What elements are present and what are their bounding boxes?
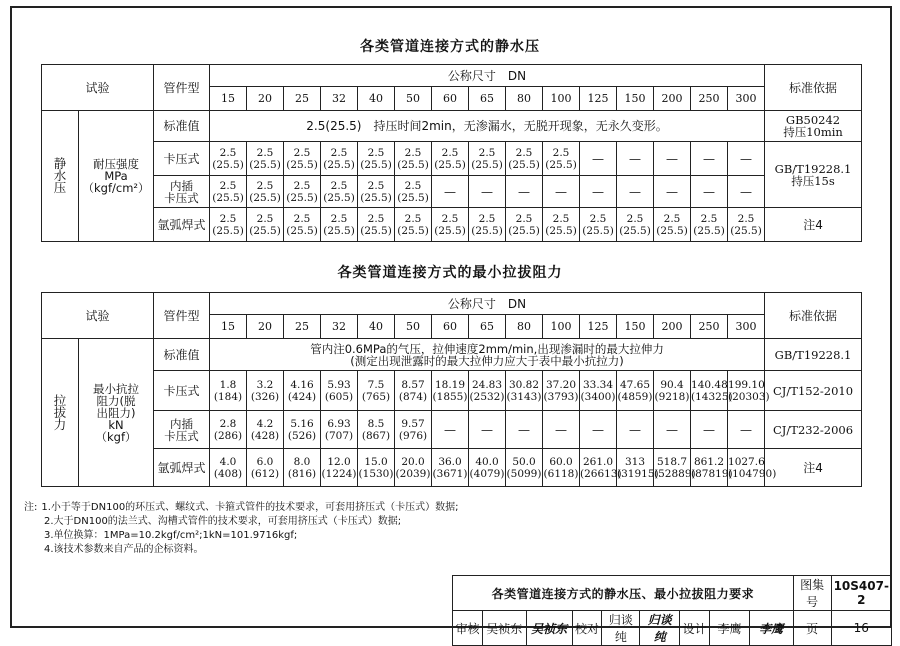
value-cell: 2.5 (25.5)	[432, 208, 469, 242]
size-cell: 60	[432, 87, 469, 111]
standard-reference: CJ/T152-2010	[765, 371, 862, 411]
standard-reference: GB/T19228.1 持压15s	[765, 142, 862, 208]
review-label: 审核	[453, 611, 483, 646]
atlas-number: 10S407-2	[831, 576, 891, 611]
static-pressure-table	[41, 64, 862, 242]
size-cell: 50	[395, 87, 432, 111]
value-cell: 2.5 (25.5)	[247, 142, 284, 176]
size-cell: 125	[580, 315, 617, 339]
size-cell: 25	[284, 87, 321, 111]
size-cell: 65	[469, 87, 506, 111]
size-cell: 250	[691, 87, 728, 111]
note-text: 4.该技术参数来自产品的企标资料。	[44, 544, 204, 555]
value-cell: —	[617, 176, 654, 208]
value-cell: 2.5 (25.5)	[617, 208, 654, 242]
argon-weld-label: 氩弧焊式	[154, 208, 210, 242]
size-cell: 300	[728, 315, 765, 339]
page-number: 16	[831, 611, 891, 646]
value-cell: 261.0 (26613)	[580, 449, 617, 487]
note-line	[24, 501, 463, 515]
value-cell: 40.0 (4079)	[469, 449, 506, 487]
standard-header: 标准依据	[765, 293, 862, 339]
value-cell: 2.5 (25.5)	[691, 208, 728, 242]
value-cell: 2.5 (25.5)	[210, 142, 247, 176]
value-cell: 12.0 (1224)	[321, 449, 358, 487]
value-cell: 2.5 (25.5)	[395, 208, 432, 242]
inner-crimp-label: 内插 卡压式	[154, 411, 210, 449]
value-cell: 2.5 (25.5)	[284, 176, 321, 208]
standard-reference: 注4	[765, 208, 862, 242]
size-cell: 200	[654, 315, 691, 339]
standard-reference: CJ/T232-2006	[765, 411, 862, 449]
size-cell: 300	[728, 87, 765, 111]
value-cell: 2.5 (25.5)	[728, 208, 765, 242]
size-cell: 200	[654, 87, 691, 111]
size-cell: 100	[543, 315, 580, 339]
size-cell: 40	[358, 315, 395, 339]
designer-name: 李鹰	[710, 611, 750, 646]
size-cell: 80	[506, 87, 543, 111]
size-cell: 60	[432, 315, 469, 339]
reviewer-name: 吴祯东	[482, 611, 526, 646]
value-cell: 2.5 (25.5)	[284, 208, 321, 242]
size-cell: 50	[395, 315, 432, 339]
test-header: 试验	[42, 65, 154, 111]
note-line	[24, 529, 463, 543]
value-cell: 2.5 (25.5)	[247, 176, 284, 208]
value-cell: —	[432, 176, 469, 208]
size-cell: 25	[284, 315, 321, 339]
value-cell: —	[654, 142, 691, 176]
design-label: 设计	[680, 611, 710, 646]
value-cell: 8.0 (816)	[284, 449, 321, 487]
note-text: 3.单位换算：1MPa=10.2kgf/cm²;1kN=101.9716kgf;	[44, 530, 298, 541]
value-cell: 2.5 (25.5)	[358, 208, 395, 242]
notes-prefix: 注:	[24, 502, 38, 513]
test-header: 试验	[42, 293, 154, 339]
size-cell: 20	[247, 315, 284, 339]
standard-value-label: 标准值	[154, 111, 210, 142]
inner-crimp-label: 内插 卡压式	[154, 176, 210, 208]
value-cell: 2.5 (25.5)	[358, 142, 395, 176]
standard-value-text: 2.5(25.5) 持压时间2min，无渗漏水，无脱开现象，无永久变形。	[210, 111, 765, 142]
value-cell: 5.16 (526)	[284, 411, 321, 449]
value-cell: 313 (31915)	[617, 449, 654, 487]
parameter-label: 最小抗拉 阻力(脱 出阻力) kN （kgf）	[79, 339, 154, 487]
size-cell: 150	[617, 315, 654, 339]
value-cell: 7.5 (765)	[358, 371, 395, 411]
fitting-type-header: 管件型	[154, 293, 210, 339]
value-cell: 2.5 (25.5)	[358, 176, 395, 208]
value-cell: —	[432, 411, 469, 449]
value-cell: 47.65 (4859)	[617, 371, 654, 411]
standard-reference: GB50242 持压10min	[765, 111, 862, 142]
pull-resistance-table	[41, 292, 862, 487]
designer-signature: 李鹰	[749, 611, 793, 646]
value-cell: —	[469, 176, 506, 208]
value-cell: 2.5 (25.5)	[321, 142, 358, 176]
standard-header: 标准依据	[765, 65, 862, 111]
value-cell: 4.2 (428)	[247, 411, 284, 449]
value-cell: 5.93 (605)	[321, 371, 358, 411]
value-cell: 24.83 (2532)	[469, 371, 506, 411]
value-cell: 4.16 (424)	[284, 371, 321, 411]
size-cell: 40	[358, 87, 395, 111]
value-cell: —	[617, 411, 654, 449]
size-cell: 250	[691, 315, 728, 339]
size-cell: 15	[210, 315, 247, 339]
parameter-label: 耐压强度 MPa （kgf/cm²）	[79, 111, 154, 242]
value-cell: 8.57 (874)	[395, 371, 432, 411]
value-cell: —	[691, 176, 728, 208]
value-cell: 2.5 (25.5)	[247, 208, 284, 242]
value-cell: 90.4 (9218)	[654, 371, 691, 411]
value-cell: —	[654, 176, 691, 208]
value-cell: 2.5 (25.5)	[395, 142, 432, 176]
standard-value-text: 管内注0.6MPa的气压，拉伸速度2mm/min,出现渗漏时的最大拉伸力 (测定出现泄露时的最大拉伸力应大于表中最小抗拉力)	[210, 339, 765, 371]
value-cell: 6.93 (707)	[321, 411, 358, 449]
value-cell: 37.20 (3793)	[543, 371, 580, 411]
value-cell: 2.5 (25.5)	[321, 208, 358, 242]
value-cell: 2.5 (25.5)	[506, 208, 543, 242]
value-cell: 33.34 (3400)	[580, 371, 617, 411]
value-cell: 2.5 (25.5)	[654, 208, 691, 242]
value-cell: 2.5 (25.5)	[543, 142, 580, 176]
size-cell: 20	[247, 87, 284, 111]
value-cell: 2.5 (25.5)	[432, 142, 469, 176]
size-cell: 15	[210, 87, 247, 111]
value-cell: 861.2 (87819)	[691, 449, 728, 487]
note-line	[24, 515, 463, 529]
value-cell: 15.0 (1530)	[358, 449, 395, 487]
note-text: 1.小于等于DN100的环压式、螺纹式、卡箍式管件的技术要求，可套用挤压式（卡压式）数据;	[41, 502, 459, 513]
value-cell: 1027.6 (104790)	[728, 449, 765, 487]
crimp-label: 卡压式	[154, 142, 210, 176]
value-cell: 2.5 (25.5)	[469, 208, 506, 242]
value-cell: 4.0 (408)	[210, 449, 247, 487]
crimp-label: 卡压式	[154, 371, 210, 411]
value-cell: 60.0 (6118)	[543, 449, 580, 487]
size-cell: 32	[321, 87, 358, 111]
value-cell: 518.7 (52889)	[654, 449, 691, 487]
value-cell: 199.10 (20303)	[728, 371, 765, 411]
size-cell: 150	[617, 87, 654, 111]
page-label: 页	[793, 611, 831, 646]
value-cell: —	[580, 411, 617, 449]
group-label: 拉 拔 力	[42, 339, 79, 487]
value-cell: 2.5 (25.5)	[469, 142, 506, 176]
size-cell: 100	[543, 87, 580, 111]
value-cell: —	[506, 411, 543, 449]
value-cell: 2.5 (25.5)	[543, 208, 580, 242]
drawing-title: 各类管道连接方式的静水压、最小拉拔阻力要求	[453, 576, 794, 611]
argon-weld-label: 氩弧焊式	[154, 449, 210, 487]
value-cell: —	[617, 142, 654, 176]
standard-reference: 注4	[765, 449, 862, 487]
reviewer-signature: 吴祯东	[526, 611, 572, 646]
value-cell: 2.5 (25.5)	[210, 208, 247, 242]
standard-reference: GB/T19228.1	[765, 339, 862, 371]
checker-name: 归谈纯	[602, 611, 640, 646]
value-cell: —	[543, 176, 580, 208]
group-label: 静 水 压	[42, 111, 79, 242]
value-cell: 2.8 (286)	[210, 411, 247, 449]
value-cell: 140.48 (14325)	[691, 371, 728, 411]
value-cell: —	[580, 176, 617, 208]
value-cell: 6.0 (612)	[247, 449, 284, 487]
fitting-type-header: 管件型	[154, 65, 210, 111]
nominal-size-header: 公称尺寸 DN	[210, 293, 765, 315]
check-label: 校对	[572, 611, 602, 646]
value-cell: —	[654, 411, 691, 449]
value-cell: 8.5 (867)	[358, 411, 395, 449]
value-cell: 2.5 (25.5)	[284, 142, 321, 176]
value-cell: —	[691, 142, 728, 176]
value-cell: 2.5 (25.5)	[580, 208, 617, 242]
checker-signature: 归谈纯	[640, 611, 680, 646]
pull-resistance-caption: 各类管道连接方式的最小拉拔阻力	[337, 265, 563, 281]
value-cell: —	[580, 142, 617, 176]
value-cell: 2.5 (25.5)	[321, 176, 358, 208]
value-cell: —	[469, 411, 506, 449]
atlas-label: 图集号	[793, 576, 831, 611]
value-cell: —	[691, 411, 728, 449]
title-block	[452, 575, 892, 646]
notes	[24, 501, 463, 557]
value-cell: 50.0 (5099)	[506, 449, 543, 487]
value-cell: —	[728, 411, 765, 449]
static-pressure-caption: 各类管道连接方式的静水压	[360, 39, 540, 55]
size-cell: 65	[469, 315, 506, 339]
nominal-size-header: 公称尺寸 DN	[210, 65, 765, 87]
value-cell: 3.2 (326)	[247, 371, 284, 411]
value-cell: 18.19 (1855)	[432, 371, 469, 411]
size-cell: 125	[580, 87, 617, 111]
value-cell: 9.57 (976)	[395, 411, 432, 449]
note-line	[24, 543, 463, 557]
standard-value-label: 标准值	[154, 339, 210, 371]
value-cell: —	[506, 176, 543, 208]
size-cell: 80	[506, 315, 543, 339]
value-cell: 1.8 (184)	[210, 371, 247, 411]
value-cell: —	[543, 411, 580, 449]
value-cell: —	[728, 176, 765, 208]
value-cell: 36.0 (3671)	[432, 449, 469, 487]
value-cell: 2.5 (25.5)	[210, 176, 247, 208]
note-text: 2.大于DN100的法兰式、沟槽式管件的技术要求，可套用挤压式（卡压式）数据;	[44, 516, 402, 527]
value-cell: 2.5 (25.5)	[395, 176, 432, 208]
value-cell: —	[728, 142, 765, 176]
value-cell: 2.5 (25.5)	[506, 142, 543, 176]
size-cell: 32	[321, 315, 358, 339]
value-cell: 30.82 (3143)	[506, 371, 543, 411]
value-cell: 20.0 (2039)	[395, 449, 432, 487]
